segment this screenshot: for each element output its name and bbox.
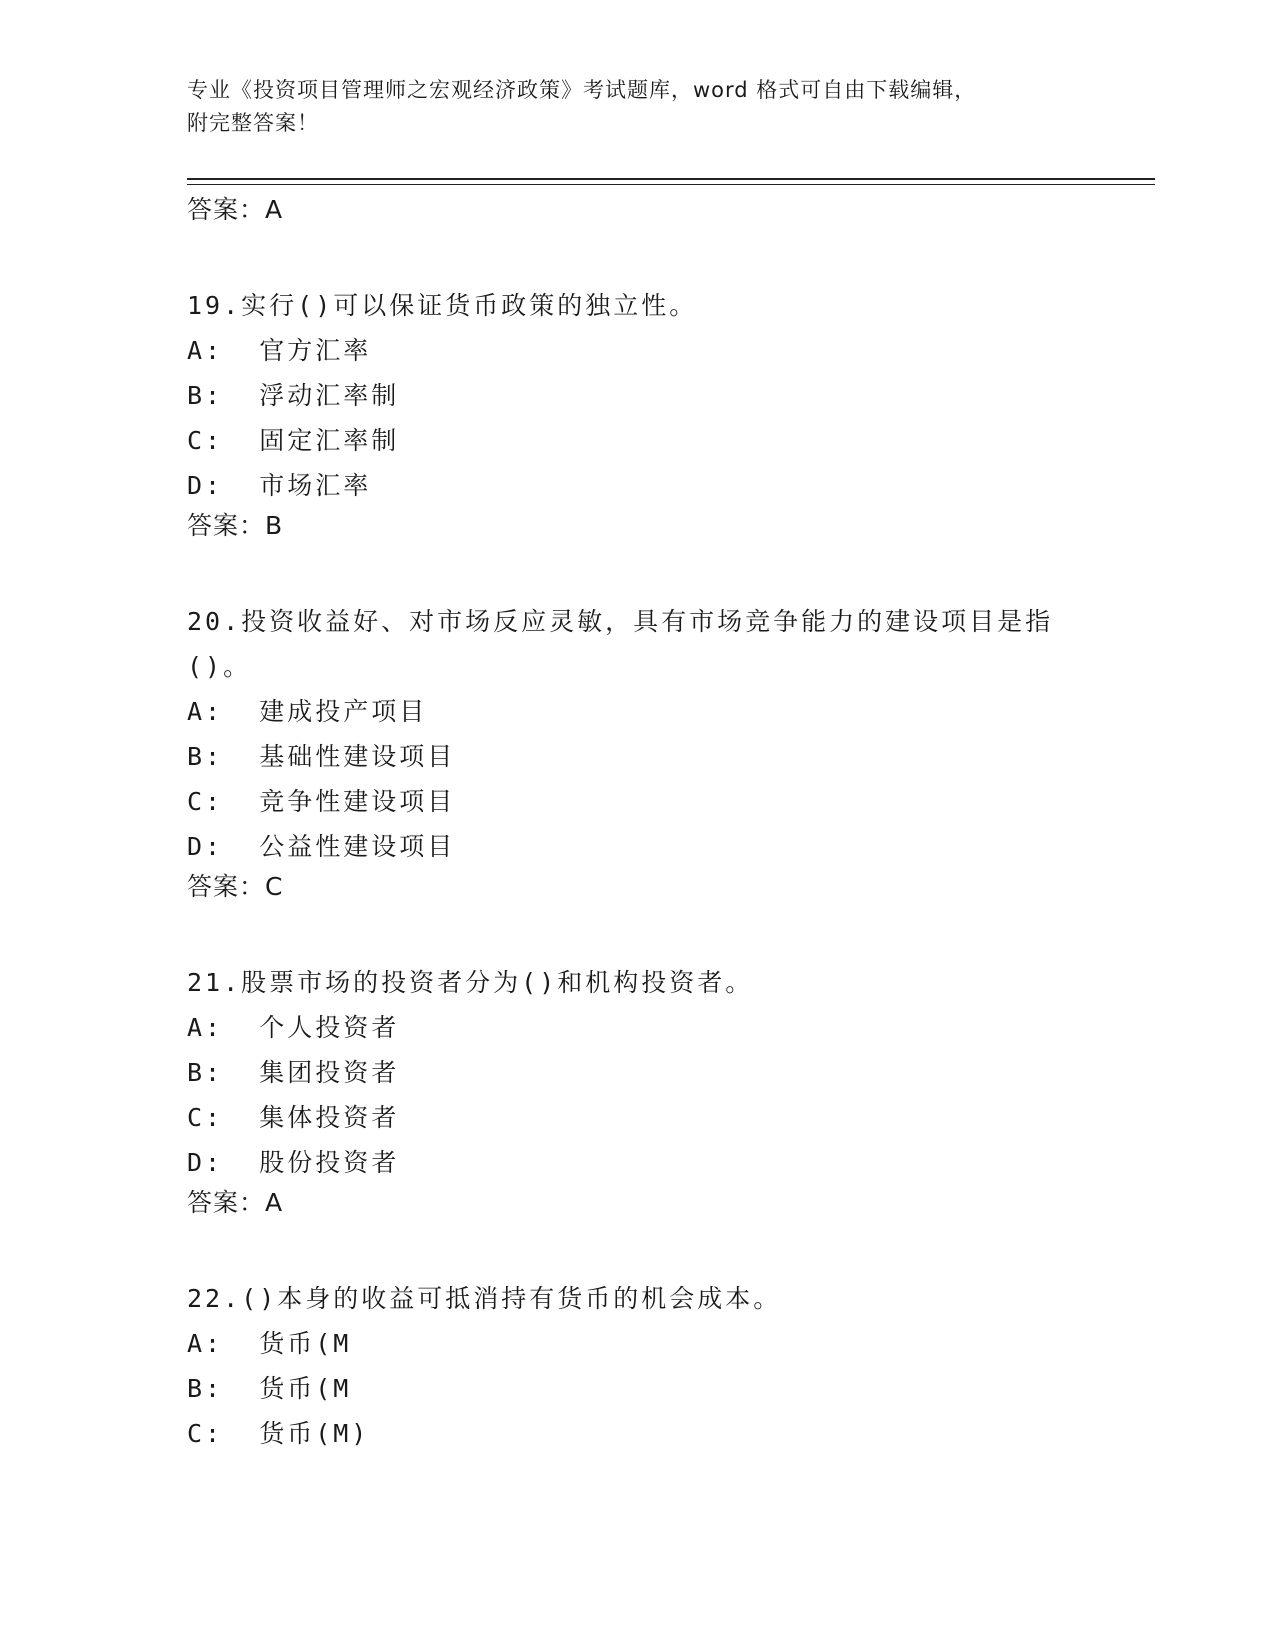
option-a: A: 官方汇率 (187, 336, 372, 365)
answer-line: 答案：A (187, 1188, 284, 1217)
question-stem: 22.()本身的收益可抵消持有货币的机会成本。 (187, 1284, 782, 1313)
header-line-2: 附完整答案！ (187, 111, 319, 135)
spacer (187, 543, 1107, 599)
answer-line: 答案：B (187, 511, 284, 540)
spacer (187, 227, 1107, 283)
question-stem: 20.投资收益好、对市场反应灵敏，具有市场竞争能力的建设项目是指()。 (187, 607, 1054, 681)
option-d: D: 股份投资者 (187, 1148, 400, 1177)
header-rule-thick (187, 178, 1155, 180)
question-block (187, 960, 1107, 1220)
option-b: B: 基础性建设项目 (187, 742, 456, 771)
header-rule-thin (187, 184, 1155, 185)
question-block (187, 283, 1107, 543)
question-stem: 21.股票市场的投资者分为()和机构投资者。 (187, 968, 754, 997)
option-c: C: 货币(M) (187, 1419, 370, 1448)
option-a: A: 货币(M (187, 1329, 352, 1358)
spacer (187, 1220, 1107, 1276)
question-list (187, 192, 1107, 1456)
option-a: A: 个人投资者 (187, 1013, 400, 1042)
question-stem: 19.实行()可以保证货币政策的独立性。 (187, 291, 698, 320)
question-block (187, 1276, 1107, 1456)
option-c: C: 固定汇率制 (187, 426, 400, 455)
header-line-1: 专业《投资项目管理师之宏观经济政策》考试题库，word 格式可自由下载编辑， (187, 78, 977, 102)
answer-line: 答案：A (187, 195, 284, 224)
option-c: C: 竞争性建设项目 (187, 787, 456, 816)
spacer (187, 904, 1107, 960)
option-b: B: 集团投资者 (187, 1058, 400, 1087)
answer-line: 答案：C (187, 872, 284, 901)
option-d: D: 公益性建设项目 (187, 832, 456, 861)
question-block (187, 599, 1107, 904)
option-a: A: 建成投产项目 (187, 697, 428, 726)
option-b: B: 浮动汇率制 (187, 381, 400, 410)
option-b: B: 货币(M (187, 1374, 352, 1403)
option-d: D: 市场汇率 (187, 471, 372, 500)
document-header (187, 74, 1067, 140)
option-c: C: 集体投资者 (187, 1103, 400, 1132)
